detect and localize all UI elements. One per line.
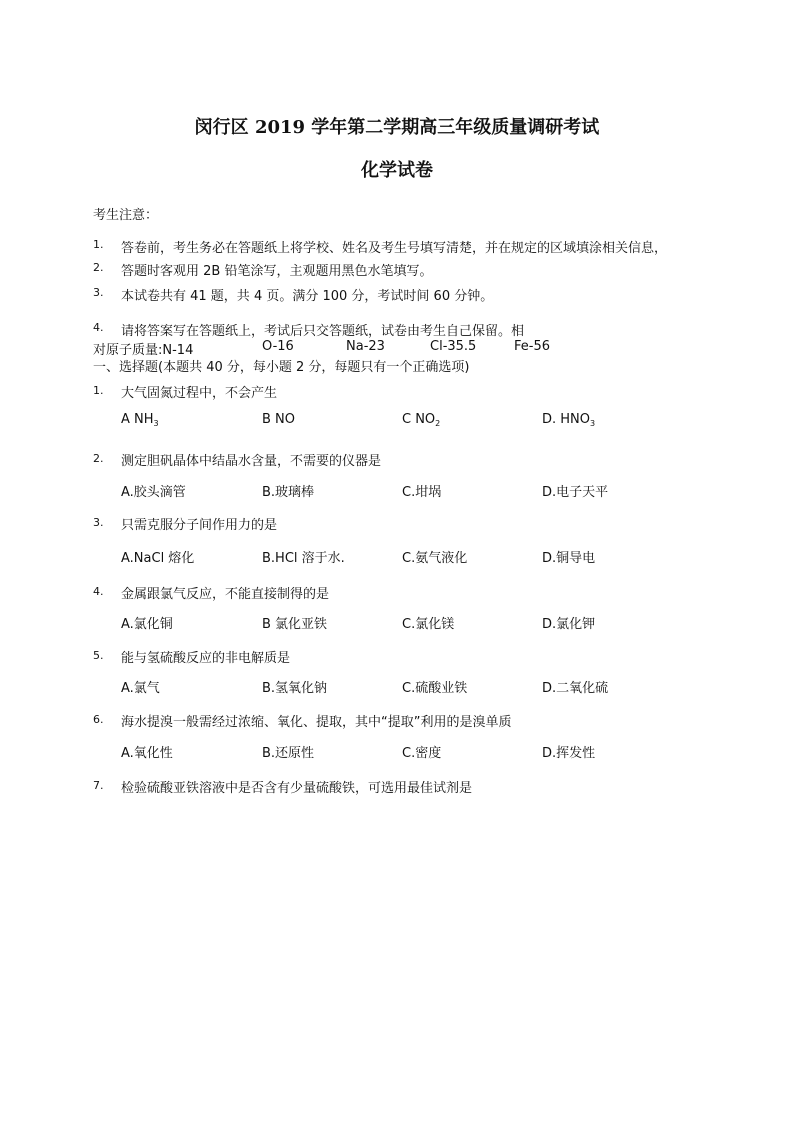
question-text: 能与氢硫酸反应的非电解质是 xyxy=(121,651,291,666)
option-c: C.坩埚 xyxy=(402,485,442,500)
option-b: B NO xyxy=(262,412,296,427)
page-subtitle: 化学试卷 xyxy=(361,160,433,181)
option-d: D.挥发性 xyxy=(542,746,596,761)
notice-number: 3. xyxy=(93,286,104,299)
atomic-mass-item: Fe-56 xyxy=(514,339,550,354)
notice-text: 答卷前，考生务必在答题纸上将学校、姓名及考生号填写清楚，并在规定的区域填涂相关信息， xyxy=(121,241,668,256)
notice-number: 2. xyxy=(93,261,104,274)
question-text: 金属跟氯气反应，不能直接制得的是 xyxy=(121,587,330,602)
notice-text: 本试卷共有 41 题，共 4 页。满分 100 分，考试时间 60 分钟。 xyxy=(121,289,494,304)
option-c: C.氨气液化 xyxy=(402,551,468,566)
option-d: D. $HNO_3$ xyxy=(542,412,596,428)
atomic-mass-item: Cl-35.5 xyxy=(430,339,477,354)
question-text: 只需克服分子间作用力的是 xyxy=(121,518,278,533)
option-a: A.氧化性 xyxy=(121,746,173,761)
question-text: 海水提溴一般需经过浓缩、氧化、提取，其中“提取”利用的是溴单质 xyxy=(121,715,512,730)
question-text: 测定胆矾晶体中结晶水含量，不需要的仪器是 xyxy=(121,454,382,469)
option-b: B.HCl 溶于水. xyxy=(262,551,345,566)
notice-number: 4. xyxy=(93,321,104,334)
question-number: 5. xyxy=(93,649,104,662)
option-a: A.氯化铜 xyxy=(121,617,173,632)
option-d: D.氯化钾 xyxy=(542,617,596,632)
question-number: 4. xyxy=(93,585,104,598)
option-a: A.胶头滴管 xyxy=(121,485,186,500)
question-number: 7. xyxy=(93,779,104,792)
question-number: 6. xyxy=(93,713,104,726)
section-heading: 一、选择题(本题共 40 分，每小题 2 分，每题只有一个正确选项) xyxy=(93,360,470,375)
question-number: 1. xyxy=(93,384,104,397)
question-number: 2. xyxy=(93,452,104,465)
question-text: 大气固氮过程中，不会产生 xyxy=(121,386,278,401)
atomic-mass-item: O-16 xyxy=(262,339,294,354)
option-b: B 氯化亚铁 xyxy=(262,617,328,632)
notice-number: 1. xyxy=(93,238,104,251)
option-c: C.密度 xyxy=(402,746,442,761)
atomic-mass-item: Na-23 xyxy=(346,339,385,354)
option-b: B.氢氧化钠 xyxy=(262,681,328,696)
option-c: C.氯化镁 xyxy=(402,617,455,632)
page-title: 闵行区 2019 学年第二学期高三年级质量调研考试 xyxy=(194,117,600,138)
option-c: C $NO_2$ xyxy=(402,412,441,428)
option-d: D.铜导电 xyxy=(542,551,596,566)
question-number: 3. xyxy=(93,516,104,529)
option-d: D.二氧化硫 xyxy=(542,681,609,696)
notice-text: 请将答案写在答题纸上，考试后只交答题纸，试卷由考生自己保留。相 xyxy=(121,324,525,339)
option-c: C.硫酸业铁 xyxy=(402,681,468,696)
question-text: 检验硫酸亚铁溶液中是否含有少量硫酸铁，可选用最佳试剂是 xyxy=(121,781,473,796)
notice-text: 答题时客观用 2B 铅笔涂写，主观题用黑色水笔填写。 xyxy=(121,264,433,279)
option-b: B.还原性 xyxy=(262,746,315,761)
option-d: D.电子天平 xyxy=(542,485,609,500)
option-a: A.NaCl 熔化 xyxy=(121,551,195,566)
option-a: A $NH_3$ xyxy=(121,412,159,428)
option-b: B.玻璃棒 xyxy=(262,485,315,500)
option-a: A.氯气 xyxy=(121,681,160,696)
notice-heading: 考生注意： xyxy=(93,208,159,223)
atomic-mass-label: 对原子质量:N-14 xyxy=(93,343,194,358)
